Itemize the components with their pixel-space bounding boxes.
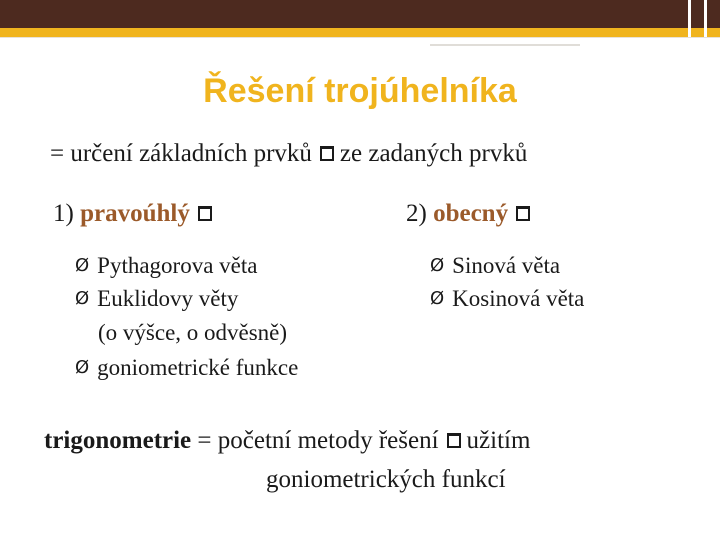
accent-bar xyxy=(0,28,720,37)
top-bar-divider xyxy=(688,0,691,28)
footer-eq: = početní metody řešení xyxy=(197,427,439,454)
arrow-placeholder-icon xyxy=(320,146,334,161)
header-rule xyxy=(0,37,720,38)
header-shadow xyxy=(430,44,580,46)
list-item xyxy=(430,253,560,279)
list-item-text: goniometrické funkce xyxy=(97,355,299,380)
definition-text-1: = určení základních prvků xyxy=(50,140,312,167)
accent-bar-divider xyxy=(704,28,707,37)
footer-term: trigonometrie xyxy=(44,427,192,454)
top-bar-divider xyxy=(704,0,707,28)
case-heading-right-triangle xyxy=(53,200,218,228)
case-title: pravoúhlý xyxy=(80,200,190,227)
case-title: obecný xyxy=(433,200,509,227)
list-item-text: Sinová věta xyxy=(452,253,561,278)
case-heading-general-triangle xyxy=(406,200,536,228)
list-item-note: (o výšce, o odvěsně) xyxy=(98,320,288,345)
list-item xyxy=(75,286,238,312)
arrow-placeholder-icon xyxy=(516,206,530,221)
list-item-text: Kosinová věta xyxy=(452,286,585,311)
footer-definition-line2: goniometrických funkcí xyxy=(266,466,506,493)
top-bar xyxy=(0,0,720,28)
arrow-bullet-icon: Ø xyxy=(430,255,445,276)
arrow-bullet-icon: Ø xyxy=(430,288,445,309)
list-item xyxy=(75,253,258,279)
list-item xyxy=(430,286,584,312)
slide-title: Řešení trojúhelníka xyxy=(203,72,517,110)
arrow-bullet-icon: Ø xyxy=(75,288,90,309)
definition-line xyxy=(50,140,527,168)
arrow-bullet-icon: Ø xyxy=(75,255,90,276)
footer-definition xyxy=(44,427,530,455)
definition-text-2: ze zadaných prvků xyxy=(339,140,528,167)
case-number: 1) xyxy=(53,200,74,227)
list-item xyxy=(75,355,298,381)
list-item-text: Pythagorova věta xyxy=(97,253,258,278)
arrow-bullet-icon: Ø xyxy=(75,357,90,378)
arrow-placeholder-icon xyxy=(447,433,461,448)
footer-tail: užitím xyxy=(466,427,531,454)
case-number: 2) xyxy=(406,200,427,227)
arrow-placeholder-icon xyxy=(198,206,212,221)
accent-bar-divider xyxy=(688,28,691,37)
list-item-text: Euklidovy věty xyxy=(97,286,239,311)
